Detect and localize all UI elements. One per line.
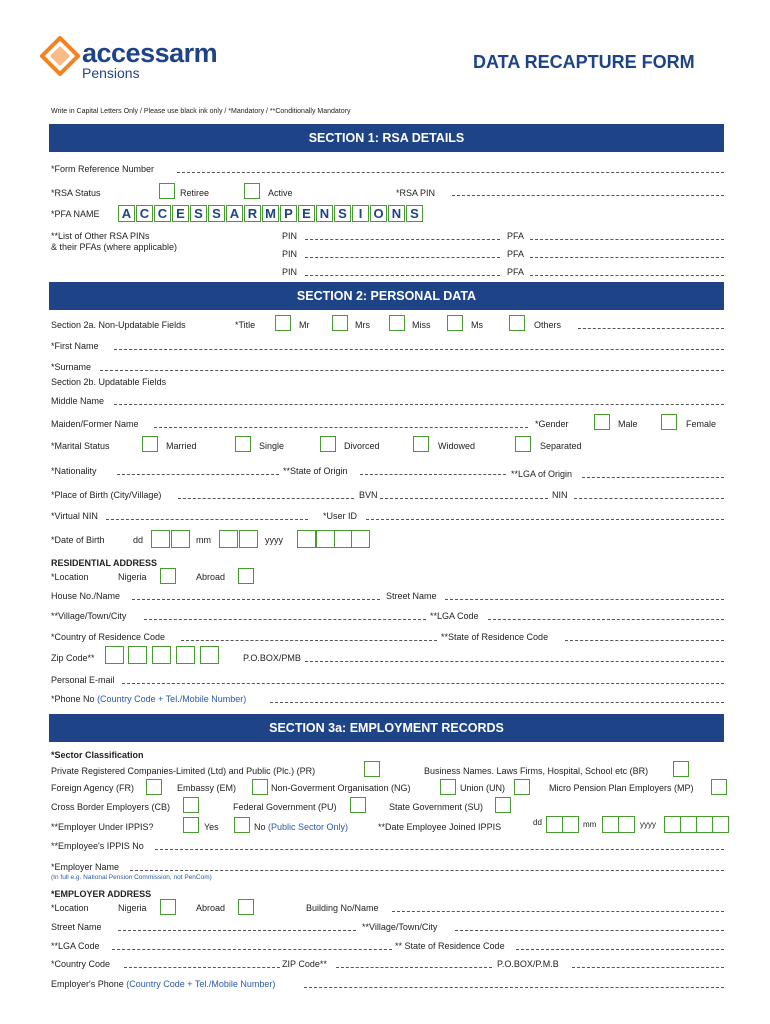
section-3a-header: SECTION 3a: EMPLOYMENT RECORDS bbox=[49, 714, 724, 742]
dob-label: *Date of Birth bbox=[51, 535, 105, 545]
zip-box-3[interactable] bbox=[152, 646, 171, 664]
emp-nigeria-checkbox[interactable] bbox=[160, 899, 176, 915]
dob-day-box-2[interactable] bbox=[171, 530, 190, 548]
sec2a-label: Section 2a. Non-Updatable Fields bbox=[51, 320, 186, 330]
pfa-name-letter-box[interactable]: S bbox=[406, 205, 423, 222]
joined-year-box-3[interactable] bbox=[696, 816, 713, 833]
retiree-label: Retiree bbox=[180, 188, 210, 198]
business-label: Business Names. Laws Firms, Hospital, School etc (BR) bbox=[424, 766, 649, 776]
nationality-input[interactable] bbox=[117, 474, 279, 475]
ippis-no-input[interactable] bbox=[155, 849, 724, 850]
joined-dd-label: dd bbox=[533, 818, 542, 827]
employer-name-input[interactable] bbox=[130, 870, 724, 871]
house-no-label: House No./Name bbox=[51, 591, 121, 601]
middle-name-input[interactable] bbox=[114, 404, 724, 405]
mr-checkbox[interactable] bbox=[275, 315, 291, 331]
pfa-name-letter-box[interactable]: M bbox=[262, 205, 279, 222]
others-checkbox[interactable] bbox=[509, 315, 525, 331]
emp-country-label: *Country Code bbox=[51, 959, 111, 969]
instructions: Write in Capital Letters Only / Please use black ink only / *Mandatory / **Conditionally Mandatory bbox=[51, 108, 351, 115]
pfa-name-letter-box[interactable]: S bbox=[190, 205, 207, 222]
federal-gov-label: Federal Government (PU) bbox=[233, 802, 337, 812]
business-checkbox[interactable] bbox=[673, 761, 689, 777]
zip-box-4[interactable] bbox=[176, 646, 195, 664]
pin-input-3[interactable] bbox=[305, 275, 500, 276]
pfa-name-letter-box[interactable]: A bbox=[118, 205, 135, 222]
marital-status-label: *Marital Status bbox=[51, 441, 110, 451]
nin-input[interactable] bbox=[574, 498, 724, 499]
other-pins-label: **List of Other RSA PINs bbox=[51, 231, 150, 241]
ngo-checkbox[interactable] bbox=[440, 779, 456, 795]
lga-origin-label: **LGA of Origin bbox=[511, 469, 573, 479]
emp-state-input[interactable] bbox=[516, 949, 724, 950]
email-label: Personal E-mail bbox=[51, 675, 115, 685]
res-nigeria-label: Nigeria bbox=[118, 572, 147, 582]
brand-name: accessarm bbox=[82, 38, 218, 68]
ippis-yes-checkbox[interactable] bbox=[183, 817, 199, 833]
pfa-name-letter-box[interactable]: N bbox=[316, 205, 333, 222]
date-joined-label: **Date Employee Joined IPPIS bbox=[378, 822, 502, 832]
miss-label: Miss bbox=[412, 320, 431, 330]
cross-border-checkbox[interactable] bbox=[183, 797, 199, 813]
widowed-label: Widowed bbox=[438, 441, 476, 451]
pfa-name-letter-box[interactable]: O bbox=[370, 205, 387, 222]
phone-label: *Phone No (Country Code + Tel./Mobile Number) bbox=[51, 694, 247, 704]
pfa-name-letter-box[interactable]: S bbox=[208, 205, 225, 222]
joined-year-box-2[interactable] bbox=[680, 816, 697, 833]
house-no-input[interactable] bbox=[132, 599, 380, 600]
others-label: Others bbox=[534, 320, 562, 330]
ippis-yes-label: Yes bbox=[204, 822, 219, 832]
emp-country-input[interactable] bbox=[124, 967, 280, 968]
separated-label: Separated bbox=[540, 441, 582, 451]
dob-dd-label: dd bbox=[133, 535, 144, 545]
sec2b-label: Section 2b. Updatable Fields bbox=[51, 377, 167, 387]
surname-label: *Surname bbox=[51, 362, 92, 372]
pobox-input[interactable] bbox=[305, 661, 724, 662]
single-label: Single bbox=[259, 441, 285, 451]
other-pins-label-2: & their PFAs (where applicable) bbox=[51, 242, 178, 252]
others-input[interactable] bbox=[578, 328, 724, 329]
joined-year-box-4[interactable] bbox=[712, 816, 729, 833]
res-lga-label: **LGA Code bbox=[430, 611, 479, 621]
emp-nigeria-label: Nigeria bbox=[118, 903, 147, 913]
form-ref-label: *Form Reference Number bbox=[51, 164, 155, 174]
form-title: DATA RECAPTURE FORM bbox=[473, 52, 695, 72]
res-village-label: **Village/Town/City bbox=[51, 611, 127, 621]
user-id-label: *User ID bbox=[323, 511, 358, 521]
foreign-agency-label: Foreign Agency (FR) bbox=[51, 783, 135, 793]
emp-village-label: **Village/Town/City bbox=[362, 922, 438, 932]
ippis-no-label: No (Public Sector Only) bbox=[254, 822, 349, 832]
res-lga-input[interactable] bbox=[488, 619, 724, 620]
emp-phone-label: Employer's Phone (Country Code + Tel./Mobile Number) bbox=[51, 979, 276, 989]
lga-origin-input[interactable] bbox=[582, 477, 724, 478]
mrs-label: Mrs bbox=[355, 320, 370, 330]
res-village-input[interactable] bbox=[144, 619, 426, 620]
state-gov-checkbox[interactable] bbox=[495, 797, 511, 813]
dob-month-box-1[interactable] bbox=[219, 530, 238, 548]
phone-input[interactable] bbox=[270, 702, 724, 703]
res-street-input[interactable] bbox=[445, 599, 724, 600]
maiden-name-input[interactable] bbox=[154, 427, 528, 428]
emp-location-label: *Location bbox=[51, 903, 89, 913]
res-state-input[interactable] bbox=[565, 640, 724, 641]
first-name-label: *First Name bbox=[51, 341, 99, 351]
state-origin-label: **State of Origin bbox=[283, 466, 348, 476]
pfa-input-1[interactable] bbox=[530, 239, 724, 240]
res-abroad-label: Abroad bbox=[196, 572, 226, 582]
emp-pobox-label: P.O.BOX/P.M.B bbox=[497, 959, 559, 969]
surname-input[interactable] bbox=[100, 370, 724, 371]
pin-input-2[interactable] bbox=[305, 257, 500, 258]
micro-pension-label: Micro Pension Plan Employers (MP) bbox=[549, 783, 694, 793]
residential-address-heading: RESIDENTIAL ADDRESS bbox=[51, 558, 158, 568]
micro-pension-checkbox[interactable] bbox=[711, 779, 727, 795]
active-label: Active bbox=[268, 188, 293, 198]
emp-zip-input[interactable] bbox=[336, 967, 492, 968]
dob-month-box-2[interactable] bbox=[239, 530, 258, 548]
res-nigeria-checkbox[interactable] bbox=[160, 568, 176, 584]
rsa-pin-label: *RSA PIN bbox=[396, 188, 436, 198]
employer-name-hint: (In full e.g. National Pension Commission, not PenCom) bbox=[51, 874, 212, 881]
state-gov-label: State Government (SU) bbox=[389, 802, 484, 812]
emp-village-input[interactable] bbox=[455, 930, 724, 931]
pfa-name-letter-box[interactable]: N bbox=[388, 205, 405, 222]
section-1-header: SECTION 1: RSA DETAILS bbox=[49, 124, 724, 152]
ms-label: Ms bbox=[471, 320, 483, 330]
sector-classification-label: *Sector Classification bbox=[51, 750, 144, 760]
separated-checkbox[interactable] bbox=[515, 436, 531, 452]
dob-yyyy-label: yyyy bbox=[265, 535, 283, 545]
active-checkbox[interactable] bbox=[244, 183, 260, 199]
bvn-label: BVN bbox=[359, 490, 378, 500]
emp-abroad-label: Abroad bbox=[196, 903, 226, 913]
ms-checkbox[interactable] bbox=[447, 315, 463, 331]
title-label: *Title bbox=[235, 320, 256, 330]
union-checkbox[interactable] bbox=[514, 779, 530, 795]
emp-pobox-input[interactable] bbox=[572, 967, 724, 968]
middle-name-label: Middle Name bbox=[51, 396, 105, 406]
pin-label-2: PIN bbox=[282, 249, 298, 259]
res-abroad-checkbox[interactable] bbox=[238, 568, 254, 584]
married-checkbox[interactable] bbox=[142, 436, 158, 452]
ngo-label: Non-Goverment Organisation (NG) bbox=[271, 783, 411, 793]
cross-border-label: Cross Border Employers (CB) bbox=[51, 802, 171, 812]
foreign-agency-checkbox[interactable] bbox=[146, 779, 162, 795]
dob-mm-label: mm bbox=[196, 535, 211, 545]
pfa-name-letter-box[interactable]: C bbox=[154, 205, 171, 222]
private-checkbox[interactable] bbox=[364, 761, 380, 777]
female-label: Female bbox=[686, 419, 717, 429]
res-country-label: *Country of Residence Code bbox=[51, 632, 166, 642]
embassy-label: Embassy (EM) bbox=[177, 783, 237, 793]
emp-phone-input[interactable] bbox=[304, 987, 724, 988]
joined-mm-label: mm bbox=[583, 820, 597, 829]
form-ref-input[interactable] bbox=[177, 172, 724, 173]
pfa-name-letter-box[interactable]: S bbox=[334, 205, 351, 222]
federal-gov-checkbox[interactable] bbox=[350, 797, 366, 813]
mr-label: Mr bbox=[299, 320, 310, 330]
zip-box-2[interactable] bbox=[128, 646, 147, 664]
private-label: Private Registered Companies-Limited (Ltd) and Public (Plc.) (PR) bbox=[51, 766, 316, 776]
user-id-input[interactable] bbox=[366, 519, 724, 520]
joined-day-box-1[interactable] bbox=[546, 816, 563, 833]
embassy-checkbox[interactable] bbox=[252, 779, 268, 795]
dob-year-box-1[interactable] bbox=[297, 530, 316, 548]
emp-street-input[interactable] bbox=[118, 930, 356, 931]
divorced-checkbox[interactable] bbox=[320, 436, 336, 452]
emp-street-label: Street Name bbox=[51, 922, 102, 932]
gender-label: *Gender bbox=[535, 419, 569, 429]
male-label: Male bbox=[618, 419, 638, 429]
pin-label-3: PIN bbox=[282, 267, 298, 277]
married-label: Married bbox=[166, 441, 197, 451]
brand-subtitle: Pensions bbox=[82, 65, 140, 81]
pfa-name-letter-box[interactable]: P bbox=[280, 205, 297, 222]
pfa-input-3[interactable] bbox=[530, 275, 724, 276]
rsa-status-label: *RSA Status bbox=[51, 188, 101, 198]
female-checkbox[interactable] bbox=[661, 414, 677, 430]
pin-input-1[interactable] bbox=[305, 239, 500, 240]
joined-day-box-2[interactable] bbox=[562, 816, 579, 833]
state-origin-input[interactable] bbox=[360, 474, 506, 475]
section-2-header: SECTION 2: PERSONAL DATA bbox=[49, 282, 724, 310]
joined-yyyy-label: yyyy bbox=[640, 820, 656, 829]
mrs-checkbox[interactable] bbox=[332, 315, 348, 331]
ippis-label: **Employer Under IPPIS? bbox=[51, 822, 154, 832]
ippis-no-checkbox[interactable] bbox=[234, 817, 250, 833]
dob-day-box-1[interactable] bbox=[151, 530, 170, 548]
joined-month-box-1[interactable] bbox=[602, 816, 619, 833]
employer-name-label: *Employer Name bbox=[51, 862, 120, 872]
virtual-nin-label: *Virtual NIN bbox=[51, 511, 98, 521]
building-label: Building No/Name bbox=[306, 903, 379, 913]
union-label: Union (UN) bbox=[460, 783, 506, 793]
zip-box-1[interactable] bbox=[105, 646, 124, 664]
retiree-checkbox[interactable] bbox=[159, 183, 175, 199]
pfa-name-letter-box[interactable]: A bbox=[226, 205, 243, 222]
ippis-no-label: **Employee's IPPIS No bbox=[51, 841, 144, 851]
rsa-pin-input[interactable] bbox=[452, 195, 724, 196]
first-name-input[interactable] bbox=[114, 349, 724, 350]
res-street-label: Street Name bbox=[386, 591, 437, 601]
emp-lga-input[interactable] bbox=[112, 949, 392, 950]
emp-lga-label: **LGA Code bbox=[51, 941, 100, 951]
emp-abroad-checkbox[interactable] bbox=[238, 899, 254, 915]
dob-year-box-2[interactable] bbox=[316, 530, 335, 548]
maiden-name-label: Maiden/Former Name bbox=[51, 419, 139, 429]
pfa-label-1: PFA bbox=[507, 231, 525, 241]
miss-checkbox[interactable] bbox=[389, 315, 405, 331]
pfa-label-3: PFA bbox=[507, 267, 525, 277]
divorced-label: Divorced bbox=[344, 441, 380, 451]
male-checkbox[interactable] bbox=[594, 414, 610, 430]
virtual-nin-input[interactable] bbox=[106, 519, 308, 520]
zip-box-5[interactable] bbox=[200, 646, 219, 664]
nationality-label: *Nationality bbox=[51, 466, 97, 476]
pobox-label: P.O.BOX/PMB bbox=[243, 653, 301, 663]
place-of-birth-label: *Place of Birth (City/Village) bbox=[51, 490, 162, 500]
joined-month-box-2[interactable] bbox=[618, 816, 635, 833]
res-location-label: *Location bbox=[51, 572, 89, 582]
pfa-name-letter-box[interactable]: I bbox=[352, 205, 369, 222]
bvn-input[interactable] bbox=[380, 498, 548, 499]
res-country-input[interactable] bbox=[181, 640, 437, 641]
accessarm-logo-icon bbox=[40, 36, 80, 76]
widowed-checkbox[interactable] bbox=[413, 436, 429, 452]
pin-label-1: PIN bbox=[282, 231, 298, 241]
single-checkbox[interactable] bbox=[235, 436, 251, 452]
building-input[interactable] bbox=[392, 911, 724, 912]
pfa-input-2[interactable] bbox=[530, 257, 724, 258]
pfa-name-letter-box[interactable]: R bbox=[244, 205, 261, 222]
joined-year-box-1[interactable] bbox=[664, 816, 681, 833]
nin-label: NIN bbox=[552, 490, 568, 500]
pfa-name-letter-box[interactable]: E bbox=[298, 205, 315, 222]
emp-zip-label: ZIP Code** bbox=[282, 959, 327, 969]
email-input[interactable] bbox=[122, 683, 724, 684]
emp-state-label: ** State of Residence Code bbox=[395, 941, 505, 951]
res-state-label: **State of Residence Code bbox=[441, 632, 549, 642]
pfa-label-2: PFA bbox=[507, 249, 525, 259]
pfa-name-label: *PFA NAME bbox=[51, 209, 100, 219]
zip-code-label: Zip Code** bbox=[51, 653, 95, 663]
place-of-birth-input[interactable] bbox=[178, 498, 354, 499]
pfa-name-letter-box[interactable]: C bbox=[136, 205, 153, 222]
dob-year-box-4[interactable] bbox=[351, 530, 370, 548]
pfa-name-letter-box[interactable]: E bbox=[172, 205, 189, 222]
employer-address-heading: *EMPLOYER ADDRESS bbox=[51, 889, 152, 899]
